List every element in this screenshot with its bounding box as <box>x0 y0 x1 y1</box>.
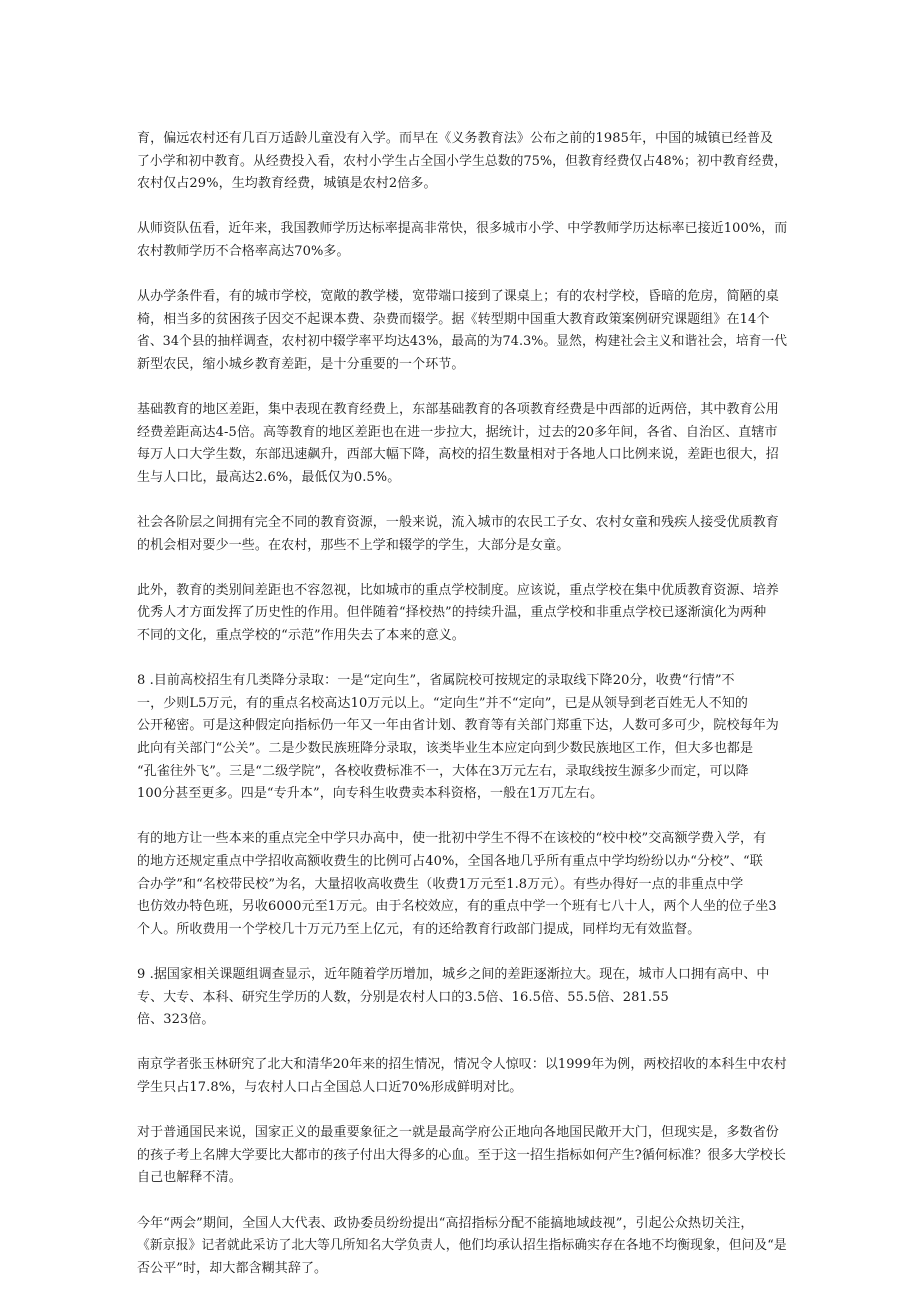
text-line: 不同的文化，重点学校的“示范”作用失去了本来的意义。 <box>137 628 465 644</box>
text-line: 8 .目前高校招生有几类降分录取：一是“定向生”，省属院校可按规定的录取线下降20分，收费“行情”不 <box>137 673 735 689</box>
paragraph-p10 <box>137 1054 787 1099</box>
paragraph-p3 <box>137 286 787 376</box>
text-line: 《新京报》记者就此采访了北大等几所知名大学负责人，他们均承认招生指标确实存在各地不均衡现象，但问及“是 <box>137 1238 787 1254</box>
text-line: 100分甚至更多。四是“专升本”，向专科生收费卖本科资格，一般在1万兀左右。 <box>137 786 604 802</box>
text-line: 合办学”和“名校带民校”为名，大量招收高收费生（收费1万元至1.8万元）。有些办得好一点的非重点中学 <box>137 876 744 892</box>
text-line: 对于普通国民来说，国家正义的最重要象征之一就是最高学府公正地向各地国民敞开大门，但现实是，多数省份 <box>137 1125 779 1141</box>
paragraph-p8 <box>137 828 787 941</box>
paragraph-p12 <box>137 1213 787 1281</box>
paragraph-p4 <box>137 399 787 489</box>
text-line: 今年“两会”期间，全国人大代表、政协委员纷纷提出“高招指标分配不能搞地域歧视”，引起公众热切关注， <box>137 1215 754 1231</box>
text-line: 农村教师学历不合格率高达70%多。 <box>137 243 350 259</box>
text-line: 自己也解释不清。 <box>137 1170 242 1186</box>
text-line: 椅，相当多的贫困孩子因交不起课本费、杂费而辍学。据《转型期中国重大教育政策案例研究课题组》在14个 <box>137 311 770 327</box>
text-line: 的机会相对要少一些。在农村，那些不上学和辍学的学生，大部分是女童。 <box>137 537 570 553</box>
text-line: “孔雀往外飞”。三是“二级学院”，各校收费标准不一，大体在3万元左右，录取线按生源多少而定，可以降 <box>137 763 749 779</box>
document-body <box>137 128 787 1280</box>
text-line: 每万人口大学生数，东部迅速飙升，西部大幅下降，高校的招生数量相对于各地人口比例来说，差距也很大，招 <box>137 447 779 463</box>
text-line: 公开秘密。可是这种假定向指标仍一年又一年由省计划、教育等有关部门郑重下达，人数可多可少，院校每年为 <box>137 718 779 734</box>
paragraph-p2 <box>137 218 787 263</box>
paragraph-p6 <box>137 580 787 648</box>
text-line: 专、大专、本科、研究生学历的人数，分别是农村人口的3.5倍、16.5倍、55.5倍、281.55 <box>137 989 669 1005</box>
paragraph-p9 <box>137 964 787 1032</box>
text-line: 也仿效办特色班，另收6000元至1万元。由于名校效应，有的重点中学一个班有七八十人，两个人坐的位子坐3 <box>137 899 777 915</box>
text-line: 南京学者张玉林研究了北大和清华20年来的招生情况，情况令人惊叹：以1999年为例，两校招收的本科生中农村 <box>137 1057 787 1073</box>
text-line: 学生只占17.8%，与农村人口占全国总人口近70%形成鲜明对比。 <box>137 1079 523 1095</box>
text-line: 倍、323倍。 <box>137 1012 215 1028</box>
text-line: 从办学条件看，有的城市学校，宽敞的教学楼，宽带端口接到了课桌上；有的农村学校，昏暗的危房，简陋的桌 <box>137 289 779 305</box>
text-line: 个人。所收费用一个学校几十万元乃至上亿元，有的还给教育行政部门提成，同样均无有效监督。 <box>137 921 701 937</box>
text-line: 优秀人才方面发挥了历史性的作用。但伴随着“择校热”的持续升温，重点学校和非重点学校已逐渐演化为两种 <box>137 605 767 621</box>
text-line: 新型农民，缩小城乡教育差距，是十分重要的一个环节。 <box>137 356 465 372</box>
text-line: 育，偏远农村还有几百万适龄儿童没有入学。而早在《义务教育法》公布之前的1985年，中国的城镇已经普及 <box>137 131 774 146</box>
text-line: 否公平”时，却大都含糊其辞了。 <box>137 1260 328 1276</box>
text-line: 从师资队伍看，近年来，我国教师学历达标率提高非常快，很多城市小学、中学教师学历达标率已接近100%，而 <box>137 221 788 237</box>
text-line: 基础教育的地区差距，集中表现在教育经费上，东部基础教育的各项教育经费是中西部的近两倍，其中教育公用 <box>137 402 779 418</box>
text-line: 农村仅占29%，生均教育经费，城镇是农村2倍多。 <box>137 176 437 192</box>
text-line: 的孩子考上名牌大学要比大都市的孩子付出大得多的心血。至于这一招生指标如何产生?循何标准？很多大学校长 <box>137 1147 786 1163</box>
text-line: 有的地方让一些本来的重点完全中学只办高中，使一批初中学生不得不在该校的“校中校”交高额学费入学，有 <box>137 831 767 847</box>
text-line: 9 .据国家相关课题组调查显示，近年随着学历增加，城乡之间的差距逐渐拉大。现在，城市人口拥有高中、中 <box>137 966 770 982</box>
paragraph-p5 <box>137 512 787 557</box>
text-line: 生与人口比，最高达2.6%，最低仅为0.5%。 <box>137 469 401 485</box>
text-line: 了小学和初中教育。从经费投入看，农村小学生占全国小学生总数的75%，但教育经费仅占48%；初中教育经费， <box>137 153 788 169</box>
paragraph-p7 <box>137 670 787 806</box>
text-line: 此外，教育的类别间差距也不容忽视，比如城市的重点学校制度。应该说，重点学校在集中优质教育资源、培养 <box>137 582 779 598</box>
paragraph-p1 <box>137 128 787 196</box>
text-line: 社会各阶层之间拥有完全不同的教育资源，一般来说，流入城市的农民工子女、农村女童和残疾人接受优质教育 <box>137 515 779 531</box>
text-line: 一，少则L5万元，有的重点名校高达10万元以上。“定向生”并不“定向”，已是从领导到老百姓无人不知的 <box>137 695 749 711</box>
text-line: 此向有关部门“公关”。二是少数民族班降分录取，该类毕业生本应定向到少数民族地区工作，但大多也都是 <box>137 741 754 757</box>
text-line: 的地方还规定重点中学招收高额收费生的比例可占40%，全国各地几乎所有重点中学均纷纷以办“分校”、“联 <box>137 854 763 869</box>
text-line: 省、34个县的抽样调查，农村初中辍学率平均达43%，最高的为74.3%。显然，构建社会主义和谐社会，培育一代 <box>137 334 788 350</box>
text-line: 经费差距高达4-5倍。高等教育的地区差距也在进一步拉大，据统计，过去的20多年间，各省、自治区、直辖市 <box>137 424 778 440</box>
paragraph-p11 <box>137 1122 787 1190</box>
